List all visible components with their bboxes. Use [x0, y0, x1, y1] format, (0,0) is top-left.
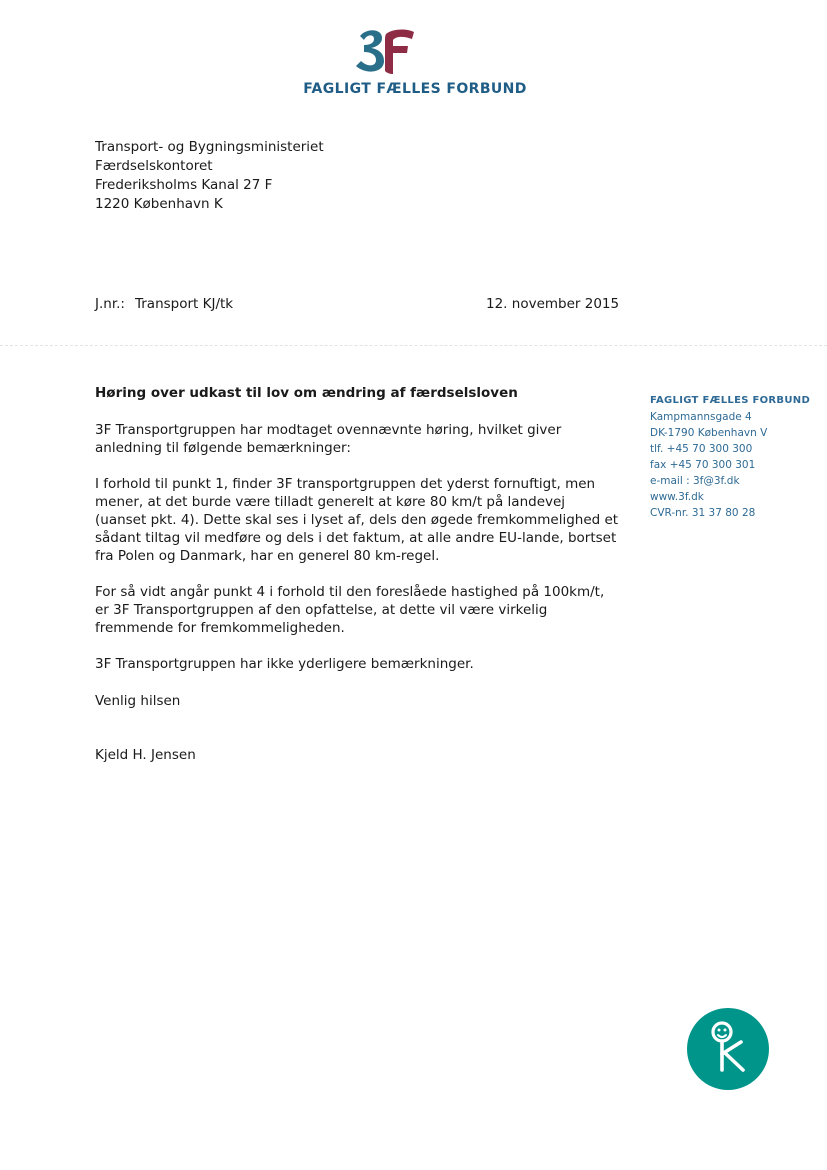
- body-line: fra Polen og Danmark, har en generel 80 km-regel.: [95, 548, 440, 564]
- reference: [95, 296, 243, 312]
- body-line: fremmende for fremkommeligheden.: [95, 620, 345, 636]
- sender-org: FAGLIGT FÆLLES FORBUND: [650, 395, 811, 406]
- body-line: sådant tiltag vil medføre og dels i det faktum, at alle andre EU-lande, bortset: [95, 530, 617, 546]
- signer-name: Kjeld H. Jensen: [95, 747, 196, 763]
- body-line: (uanset pkt. 4). Dette skal ses i lyset af, dels den øgede fremkommelighed et: [95, 512, 619, 528]
- paragraph: [95, 475, 630, 565]
- sender-phone: tlf. +45 70 300 300: [650, 443, 753, 455]
- recipient-line: Frederiksholms Kanal 27 F: [95, 177, 273, 193]
- sender-email: e-mail : 3f@3f.dk: [650, 475, 740, 487]
- sender-info: [650, 393, 810, 521]
- body-line: mener, at det burde være tilladt generelt at køre 80 km/t på landevej: [95, 494, 566, 510]
- sender-web: www.3f.dk: [650, 491, 704, 503]
- sender-city: DK-1790 København V: [650, 427, 768, 439]
- recipient-line: 1220 København K: [95, 196, 223, 212]
- logo-wordmark: FAGLIGT FÆLLES FORBUND: [303, 81, 527, 97]
- logo: [300, 26, 530, 100]
- reference-label: J.nr.:: [95, 296, 125, 312]
- reference-value: Transport KJ/tk: [134, 296, 234, 312]
- recipient-line: Færdselskontoret: [95, 158, 213, 174]
- sender-street: Kampmannsgade 4: [650, 411, 752, 423]
- paragraph: [95, 421, 630, 457]
- body-line: 3F Transportgruppen har ikke yderligere bemærkninger.: [95, 656, 474, 672]
- 3f-logo-icon: [352, 26, 416, 76]
- letter-subject: Høring over udkast til lov om ændring af færdselsloven: [95, 385, 518, 401]
- recipient-line: Transport- og Bygningsministeriet: [95, 139, 324, 155]
- letter-body: [95, 421, 630, 691]
- recipient-address: [95, 138, 324, 214]
- paragraph: [95, 583, 630, 637]
- closing: Venlig hilsen: [95, 693, 181, 709]
- body-line: 3F Transportgruppen har modtaget ovennævnte høring, hvilket giver: [95, 422, 562, 438]
- body-line: For så vidt angår punkt 4 i forhold til den foreslåede hastighed på 100km/t,: [95, 584, 605, 600]
- body-line: I forhold til punkt 1, finder 3F transportgruppen det yderst fornuftigt, men: [95, 476, 596, 492]
- paragraph: [95, 655, 630, 673]
- letter-date: 12. november 2015: [486, 296, 620, 312]
- divider: [0, 345, 827, 346]
- ok-badge-icon: [687, 1008, 769, 1090]
- sender-cvr: CVR-nr. 31 37 80 28: [650, 507, 756, 519]
- body-line: er 3F Transportgruppen af den opfattelse, at dette vil være virkelig: [95, 602, 548, 618]
- body-line: anledning til følgende bemærkninger:: [95, 440, 351, 456]
- sender-fax: fax +45 70 300 301: [650, 459, 756, 471]
